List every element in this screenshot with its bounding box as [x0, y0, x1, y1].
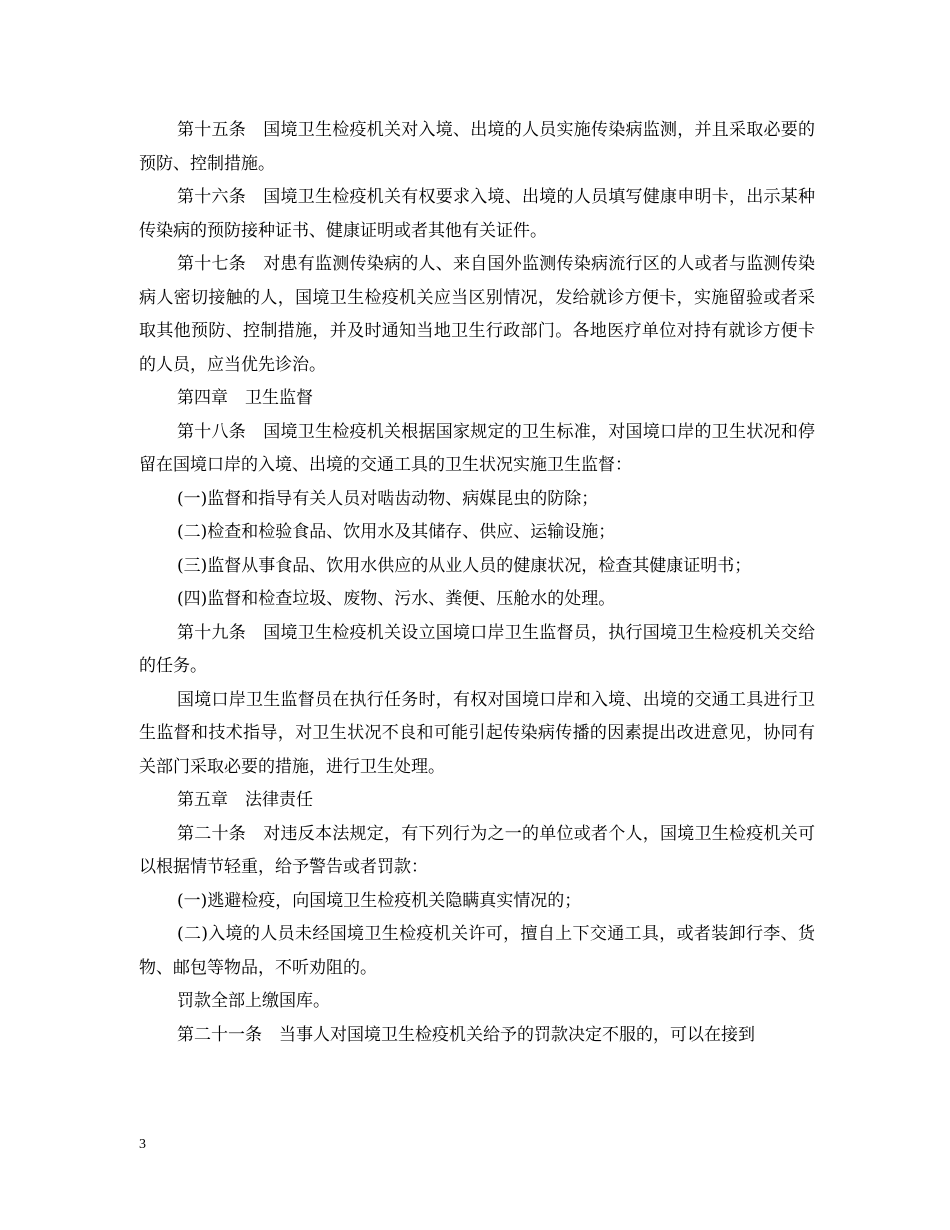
chapter-heading-5: 第五章 法律责任: [177, 790, 313, 810]
paragraph-article-19: 第十九条 国境卫生检疫机关设立国境口岸卫生监督员，执行国境卫生检疫机关交给的任务。: [139, 622, 815, 676]
paragraph-article-19-cont: 国境口岸卫生监督员在执行任务时，有权对国境口岸和入境、出境的交通工具进行卫生监督和技术指导，对卫生状况不良和可能引起传染病传播的因素提出改进意见，协同有关部门采取必要的措施，进行卫生处理。: [139, 689, 815, 777]
chapter-heading-4: 第四章 卫生监督: [177, 388, 313, 408]
paragraph-article-20: 第二十条 对违反本法规定，有下列行为之一的单位或者个人，国境卫生检疫机关可以根据情节轻重，给予警告或者罚款：: [139, 823, 815, 877]
paragraph-fines-note: 罚款全部上缴国库。: [177, 991, 330, 1011]
list-item-20-2: (二)入境的人员未经国境卫生检疫机关许可，擅自上下交通工具，或者装卸行李、货物、邮包等物品，不听劝阻的。: [139, 924, 815, 978]
paragraph-article-17: 第十七条 对患有监测传染病的人、来自国外监测传染病流行区的人或者与监测传染病人密切接触的人，国境卫生检疫机关应当区别情况，发给就诊方便卡，实施留验或者采取其他预防、控制措施，并及时通知当地卫生行政部门。各地医疗单位对持有就诊方便卡的人员，应当优先诊治。: [139, 254, 815, 375]
paragraph-article-15: 第十五条 国境卫生检疫机关对入境、出境的人员实施传染病监测，并且采取必要的预防、控制措施。: [139, 120, 815, 174]
paragraph-article-21: 第二十一条 当事人对国境卫生检疫机关给予的罚款决定不服的，可以在接到: [177, 1024, 755, 1045]
document-body: [139, 114, 815, 1052]
list-item-18-3: (三)监督从事食品、饮用水供应的从业人员的健康状况，检查其健康证明书；: [177, 555, 752, 576]
page-number: 3: [139, 1137, 146, 1152]
list-item-20-1: (一)逃避检疫，向国境卫生检疫机关隐瞒真实情况的；: [177, 890, 582, 911]
paragraph-article-16: 第十六条 国境卫生检疫机关有权要求入境、出境的人员填写健康申明卡，出示某种传染病的预防接种证书、健康证明或者其他有关证件。: [139, 187, 815, 241]
list-item-18-1: (一)监督和指导有关人员对啮齿动物、病媒昆虫的防除；: [177, 488, 599, 509]
list-item-18-2: (二)检查和检验食品、饮用水及其储存、供应、运输设施；: [177, 522, 616, 542]
list-item-18-4: (四)监督和检查垃圾、废物、污水、粪便、压舱水的处理。: [177, 589, 616, 609]
paragraph-article-18: 第十八条 国境卫生检疫机关根据国家规定的卫生标准，对国境口岸的卫生状况和停留在国境口岸的入境、出境的交通工具的卫生状况实施卫生监督：: [139, 421, 815, 475]
